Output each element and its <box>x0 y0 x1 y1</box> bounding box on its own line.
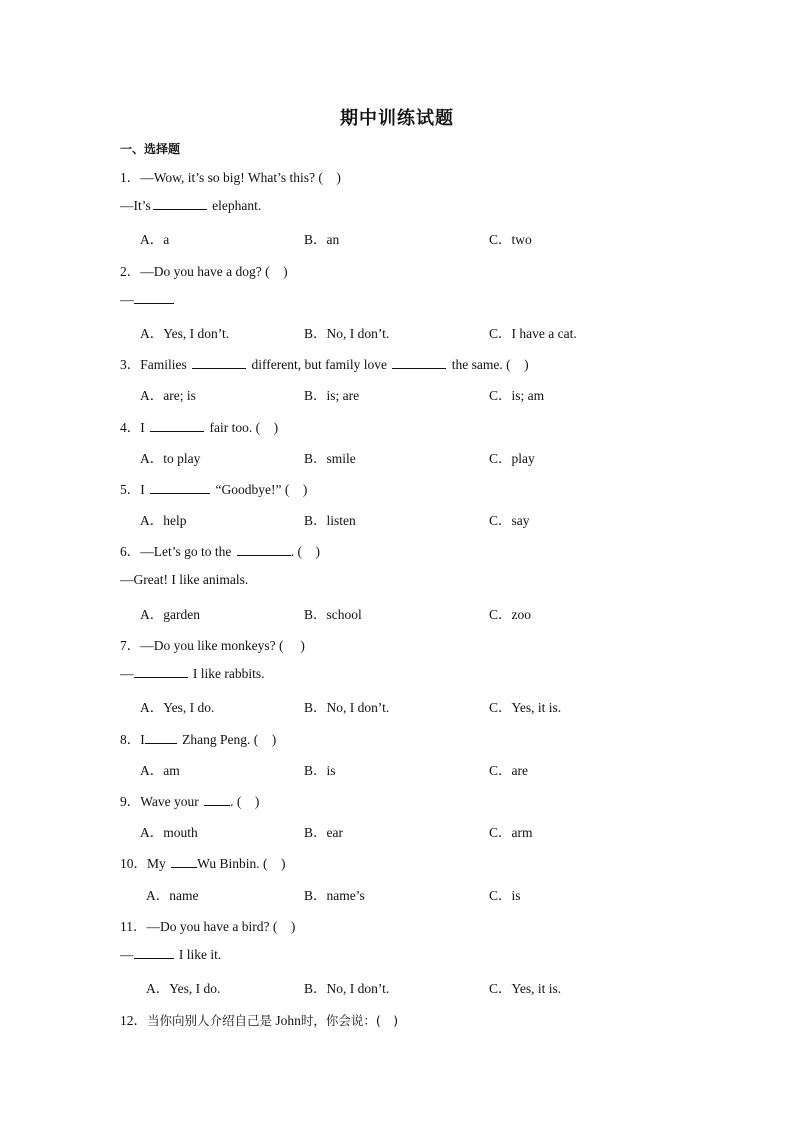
option-c[interactable]: C．arm <box>489 825 533 840</box>
option-a[interactable]: A．Yes, I don’t. <box>140 326 230 341</box>
question-text: Families <box>140 357 187 372</box>
option-b[interactable]: B．smile <box>304 451 356 466</box>
question-10 <box>120 852 285 872</box>
question-9 <box>120 790 259 810</box>
question-text-end: Zhang Peng. ( ) <box>182 732 277 747</box>
question-text: I <box>140 482 145 497</box>
answer-prefix: —It’s <box>120 198 151 213</box>
question-number: 5． <box>120 482 141 497</box>
option-b[interactable]: B．name’s <box>304 888 365 903</box>
question-1 <box>120 166 341 186</box>
answer-blank[interactable] <box>192 356 246 369</box>
question-11 <box>120 915 295 935</box>
option-b[interactable]: B．is <box>304 763 336 778</box>
option-c[interactable]: C．are <box>489 763 528 778</box>
answer-blank[interactable] <box>171 855 197 868</box>
option-b[interactable]: B．No, I don’t. <box>304 700 390 715</box>
answer-blank[interactable] <box>153 197 207 210</box>
option-c[interactable]: C．Yes, it is. <box>489 981 562 996</box>
answer-prefix: — <box>120 292 134 307</box>
option-b[interactable]: B．ear <box>304 825 343 840</box>
answer-suffix: elephant. <box>212 198 262 213</box>
option-c[interactable]: C．Yes, it is. <box>489 700 562 715</box>
question-number: 6． <box>120 544 141 559</box>
question-text-mid: different, but family love <box>251 357 387 372</box>
question-number: 9． <box>120 794 141 809</box>
question-text: My <box>147 856 166 871</box>
question-text-end: Wu Binbin. ( ) <box>197 856 286 871</box>
option-c[interactable]: C．is <box>489 888 521 903</box>
question-7-options <box>0 696 794 714</box>
answer-blank[interactable] <box>204 793 230 806</box>
option-a[interactable]: A．Yes, I do. <box>140 700 215 715</box>
answer-blank[interactable] <box>145 731 177 744</box>
question-2-answer-line <box>120 291 176 308</box>
answer-suffix: I like rabbits. <box>192 666 265 681</box>
question-text: —Let’s go to the <box>140 544 232 559</box>
question-7 <box>120 634 305 654</box>
question-number: 1． <box>120 170 141 185</box>
question-text: —Do you have a dog? ( ) <box>140 264 288 279</box>
question-text-end: 时，你会说：( ) <box>300 1013 399 1028</box>
answer-blank-2[interactable] <box>392 356 446 369</box>
question-text: I <box>140 732 145 747</box>
question-4-options <box>0 447 794 465</box>
answer-blank[interactable] <box>237 543 291 556</box>
question-text-end: fair too. ( ) <box>209 420 279 435</box>
question-3-options <box>0 384 794 402</box>
option-a[interactable]: A．are; is <box>140 388 196 403</box>
question-1-options <box>0 228 794 246</box>
answer-blank[interactable] <box>150 481 210 494</box>
option-a[interactable]: A．mouth <box>140 825 198 840</box>
question-7-answer-line <box>120 665 264 682</box>
question-number: 8． <box>120 732 141 747</box>
answer-blank[interactable] <box>134 291 174 304</box>
question-10-options <box>0 884 794 902</box>
option-c[interactable]: C．say <box>489 513 530 528</box>
option-b[interactable]: B．is; are <box>304 388 360 403</box>
option-a[interactable]: A．am <box>140 763 180 778</box>
question-3 <box>120 353 529 373</box>
question-6-options <box>0 603 794 621</box>
answer-blank[interactable] <box>134 665 188 678</box>
question-8 <box>120 728 276 748</box>
option-a[interactable]: A．garden <box>140 607 200 622</box>
question-12 <box>120 1009 398 1029</box>
question-number: 7． <box>120 638 141 653</box>
question-6 <box>120 540 320 560</box>
question-text: —Do you have a bird? ( ) <box>146 919 296 934</box>
option-a[interactable]: A．to play <box>140 451 201 466</box>
question-text-end: “Goodbye!” ( ) <box>215 482 308 497</box>
question-text: —Wow, it’s so big! What’s this? ( ) <box>140 170 341 185</box>
question-1-answer-line <box>120 197 261 214</box>
option-c[interactable]: C．is; am <box>489 388 545 403</box>
question-5-options <box>0 509 794 527</box>
question-9-options <box>0 821 794 839</box>
answer-prefix: — <box>120 666 134 681</box>
page-title: 期中训练试题 <box>340 108 454 129</box>
option-c[interactable]: C．play <box>489 451 535 466</box>
option-b[interactable]: B．listen <box>304 513 356 528</box>
question-text-end: . ( ) <box>230 794 260 809</box>
option-a[interactable]: A．a <box>140 232 170 247</box>
question-text: 当你向别人介绍自己是 <box>147 1013 273 1028</box>
question-8-options <box>0 759 794 777</box>
question-number: 2． <box>120 264 141 279</box>
answer-prefix: — <box>120 947 134 962</box>
question-11-answer-line <box>120 946 221 963</box>
question-text-end: . ( ) <box>290 544 320 559</box>
question-text: I <box>140 420 145 435</box>
question-2-options <box>0 322 794 340</box>
question-number: 3． <box>120 357 141 372</box>
question-5 <box>120 478 307 498</box>
option-b[interactable]: B．No, I don’t. <box>304 326 390 341</box>
question-text: —Do you like monkeys? ( ) <box>140 638 305 653</box>
question-11-options <box>0 977 794 995</box>
question-name: John <box>275 1013 301 1028</box>
question-text-end: the same. ( ) <box>451 357 529 372</box>
option-b[interactable]: B．an <box>304 232 340 247</box>
question-text: Wave your <box>140 794 199 809</box>
question-number: 11． <box>120 919 147 934</box>
section-heading: 一、选择题 <box>120 142 181 156</box>
question-6-reply: —Great! I like animals. <box>120 572 249 587</box>
option-a[interactable]: A．Yes, I do. <box>146 981 221 996</box>
option-c[interactable]: C．zoo <box>489 607 531 622</box>
answer-suffix: I like it. <box>178 947 222 962</box>
option-c[interactable]: C．I have a cat. <box>489 326 577 341</box>
option-a[interactable]: A．help <box>140 513 187 528</box>
question-number: 10． <box>120 856 147 871</box>
question-2 <box>120 260 288 280</box>
question-number: 4． <box>120 420 141 435</box>
option-c[interactable]: C．two <box>489 232 532 247</box>
question-number: 12． <box>120 1013 147 1028</box>
answer-blank[interactable] <box>134 946 174 959</box>
option-a[interactable]: A．name <box>146 888 199 903</box>
question-4 <box>120 416 278 436</box>
answer-blank[interactable] <box>150 419 204 432</box>
option-b[interactable]: B．school <box>304 607 362 622</box>
option-b[interactable]: B．No, I don’t. <box>304 981 390 996</box>
